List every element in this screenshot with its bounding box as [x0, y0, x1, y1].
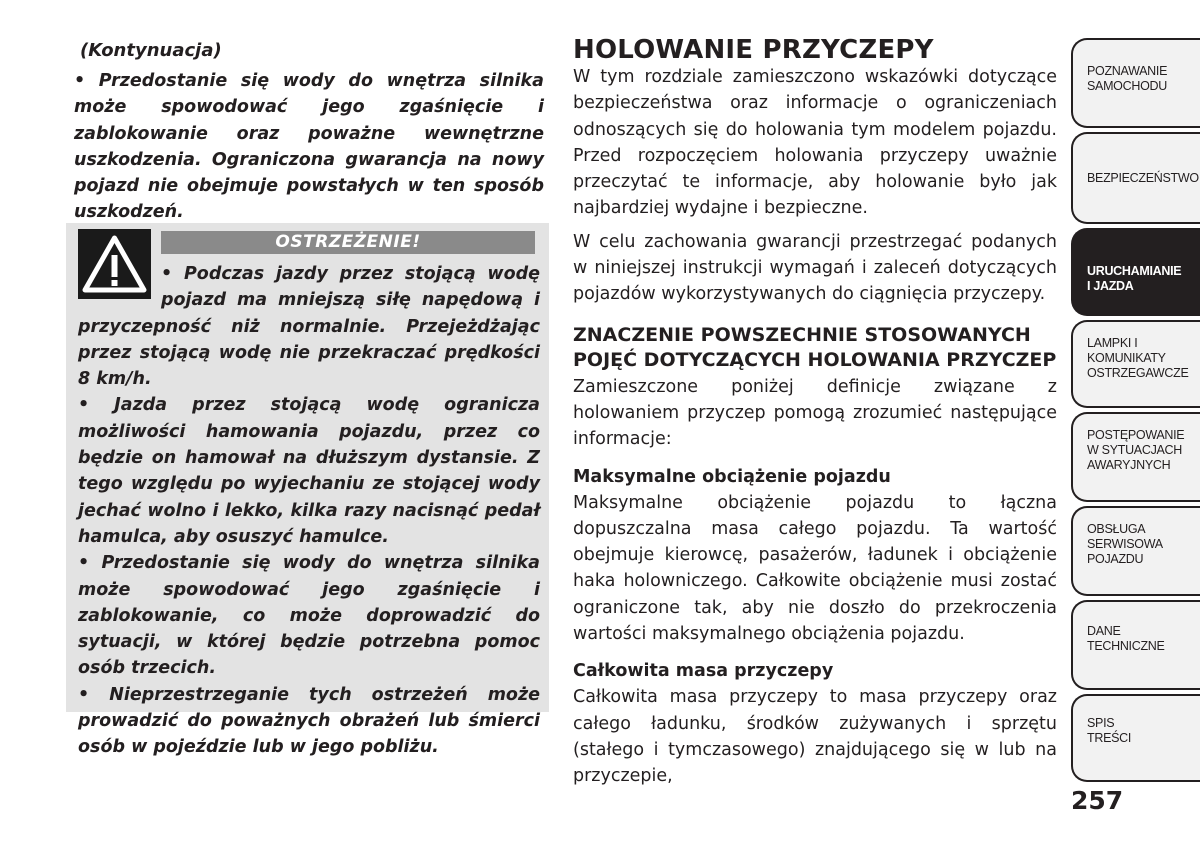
- tab-uruchamianie-i-jazda[interactable]: [1071, 228, 1200, 316]
- tab-postepowanie-w-sytuacjach[interactable]: [1071, 412, 1200, 502]
- tab-bezpieczenstwo[interactable]: [1071, 132, 1200, 224]
- tab-label: OBSŁUGA: [1087, 522, 1146, 536]
- tab-label: W SYTUACJACH: [1087, 443, 1183, 457]
- tab-label: SERWISOWA: [1087, 537, 1163, 551]
- tab-spis-tresci[interactable]: [1071, 694, 1200, 782]
- max-load-heading: Maksymalne obciążenie pojazdu: [573, 466, 891, 487]
- warning-box: [66, 223, 549, 758]
- warning-title: OSTRZEŻENIE!: [161, 231, 535, 254]
- continuation-label: (Kontynuacja): [80, 40, 222, 61]
- max-load-paragraph: Maksymalne obciążenie pojazdu to łączna dopuszczalna masa całego pojazdu. Ta wartość obejmuje kierowcę, pasażerów, ładunek i obciążenie haka holowniczego. Całkowite obciążenie musi zostać ograniczone tak, aby nie doszło do przekroczenia wartości maksymalnego obciążenia pojazdu.: [573, 492, 1057, 645]
- tab-label: LAMPKI I: [1087, 336, 1138, 350]
- tab-label: BEZPIECZEŃSTWO: [1087, 171, 1199, 185]
- trailer-mass-heading: Całkowita masa przyczepy: [573, 661, 834, 682]
- tab-label: KOMUNIKATY: [1087, 351, 1166, 365]
- page-number: 257: [1071, 786, 1124, 815]
- tab-label: TECHNICZNE: [1087, 639, 1165, 653]
- warning-item: • Przedostanie się wody do wnętrza silnika może spowodować jego zgaśnięcie i zablokowanie, co może doprowadzić do sytuacji, w której będzie potrzebna pomoc osób trzecich.: [78, 553, 540, 679]
- definitions-subtitle: ZNACZENIE POWSZECHNIE STOSOWANYCH POJĘĆ DOTYCZĄCYCH HOLOWANIA PRZYCZEP: [573, 323, 1057, 372]
- tab-label: POZNAWANIE: [1087, 64, 1168, 78]
- warning-item: • Nieprzestrzeganie tych ostrzeżeń może prowadzić do poważnych obrażeń lub śmierci osób w pojeździe lub w jego pobliżu.: [78, 684, 540, 758]
- intro-paragraph: W tym rozdziale zamieszczono wskazówki dotyczące bezpieczeństwa oraz informacje o ograniczeniach odnoszących się do holowania tym modelem pojazdu. Przed rozpoczęciem holowania przyczepy uważnie przeczytać te informacje, aby holowanie było jak najbardziej wydajne i bezpieczne.: [573, 67, 1057, 219]
- warning-item: • Podczas jazdy przez stojącą wodę pojazd ma mniejszą siłę napędową i przyczepność niż normalnie. Przejeżdżając przez stojącą wodę nie przekraczać prędkości 8 km/h.: [78, 264, 540, 390]
- icon-spacer: [78, 261, 161, 301]
- tab-poznawanie-samochodu[interactable]: [1071, 38, 1200, 128]
- warning-body: [78, 261, 540, 761]
- tab-label: SPIS: [1087, 716, 1115, 730]
- engine-water-bullet: • Przedostanie się wody do wnętrza silnika może spowodować jego zgaśnięcie i zablokowanie oraz poważne wewnętrzne uszkodzenia. Ograniczona gwarancja na nowy pojazd nie obejmuje powstałych w ten sposób uszkodzeń.: [74, 71, 544, 223]
- tab-label: AWARYJNYCH: [1087, 458, 1171, 472]
- warranty-paragraph: W celu zachowania gwarancji przestrzegać podanych w niniejszej instrukcji wymagań i zaleceń dotyczących pojazdów wykorzystywanych do ciągnięcia przyczepy.: [573, 231, 1057, 305]
- warning-item: • Jazda przez stojącą wodę ogranicza możliwości hamowania pojazdu, przez co będzie on hamował na dłuższym dystansie. Z tego względu po wyjechaniu ze stojącej wody jechać wolno i lekko, kilka razy nacisnąć pedał hamulca, aby osuszyć hamulce.: [78, 395, 540, 547]
- tab-label: DANE: [1087, 624, 1121, 638]
- tab-label: OSTRZEGAWCZE: [1087, 366, 1189, 380]
- tab-lampki-i-komunikaty[interactable]: [1071, 320, 1200, 408]
- tab-label: I JAZDA: [1087, 279, 1134, 293]
- tab-obsluga-serwisowa[interactable]: [1071, 506, 1200, 596]
- tab-label: TREŚCI: [1087, 731, 1132, 745]
- trailer-mass-paragraph: Całkowita masa przyczepy to masa przyczepy oraz całego ładunku, środków zużywanych i sprzętu (stałego i tymczasowego) znajdującego się w lub na przyczepie,: [573, 687, 1057, 787]
- definitions-intro: Zamieszczone poniżej definicje związane z holowaniem przyczep pomogą zrozumieć następujące informacje:: [573, 376, 1057, 450]
- right-column: [573, 34, 1057, 797]
- chapter-tabs: [1071, 38, 1200, 786]
- tab-label: POJAZDU: [1087, 552, 1144, 566]
- tab-dane-techniczne[interactable]: [1071, 600, 1200, 690]
- section-title: HOLOWANIE PRZYCZEPY: [573, 35, 934, 65]
- tab-label: URUCHAMIANIE: [1087, 264, 1182, 278]
- left-column: [74, 38, 544, 226]
- tab-label: POSTĘPOWANIE: [1087, 428, 1185, 442]
- tab-label: SAMOCHODU: [1087, 79, 1167, 93]
